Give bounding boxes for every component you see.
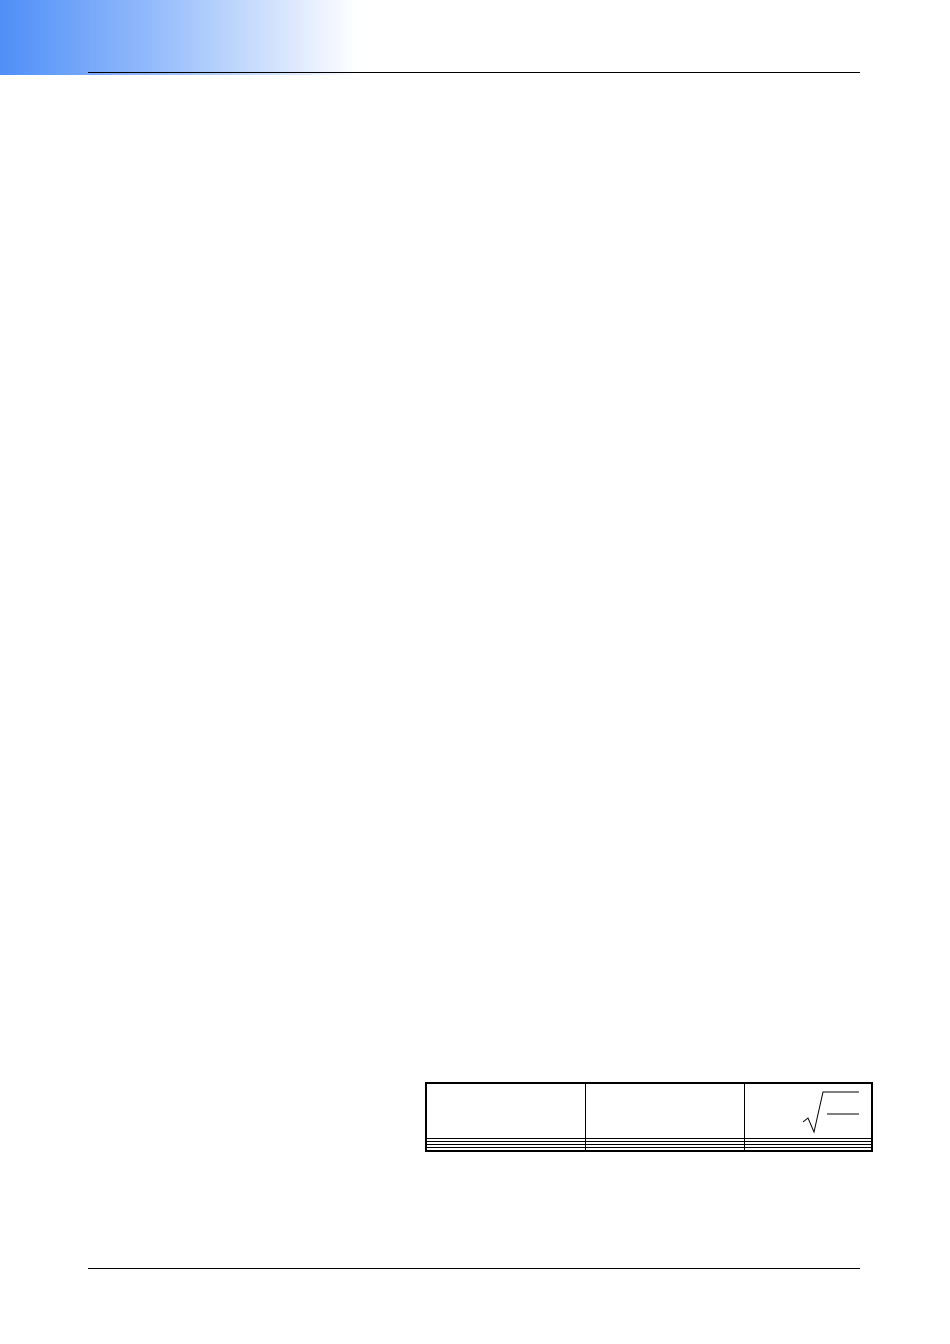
header-k-formula [745, 1083, 873, 1139]
gas-table [425, 1082, 873, 1152]
header-spez [586, 1083, 745, 1139]
cell-rho [586, 1148, 745, 1152]
sqrt-sign-icon [801, 1088, 861, 1136]
footer-rule [88, 1268, 860, 1269]
conversion-formula [140, 1118, 164, 1166]
table-row [426, 1148, 872, 1152]
cell-k [745, 1148, 873, 1152]
table-header-row [426, 1083, 872, 1139]
header-gastyp [426, 1083, 586, 1139]
cell-gas [426, 1148, 586, 1152]
